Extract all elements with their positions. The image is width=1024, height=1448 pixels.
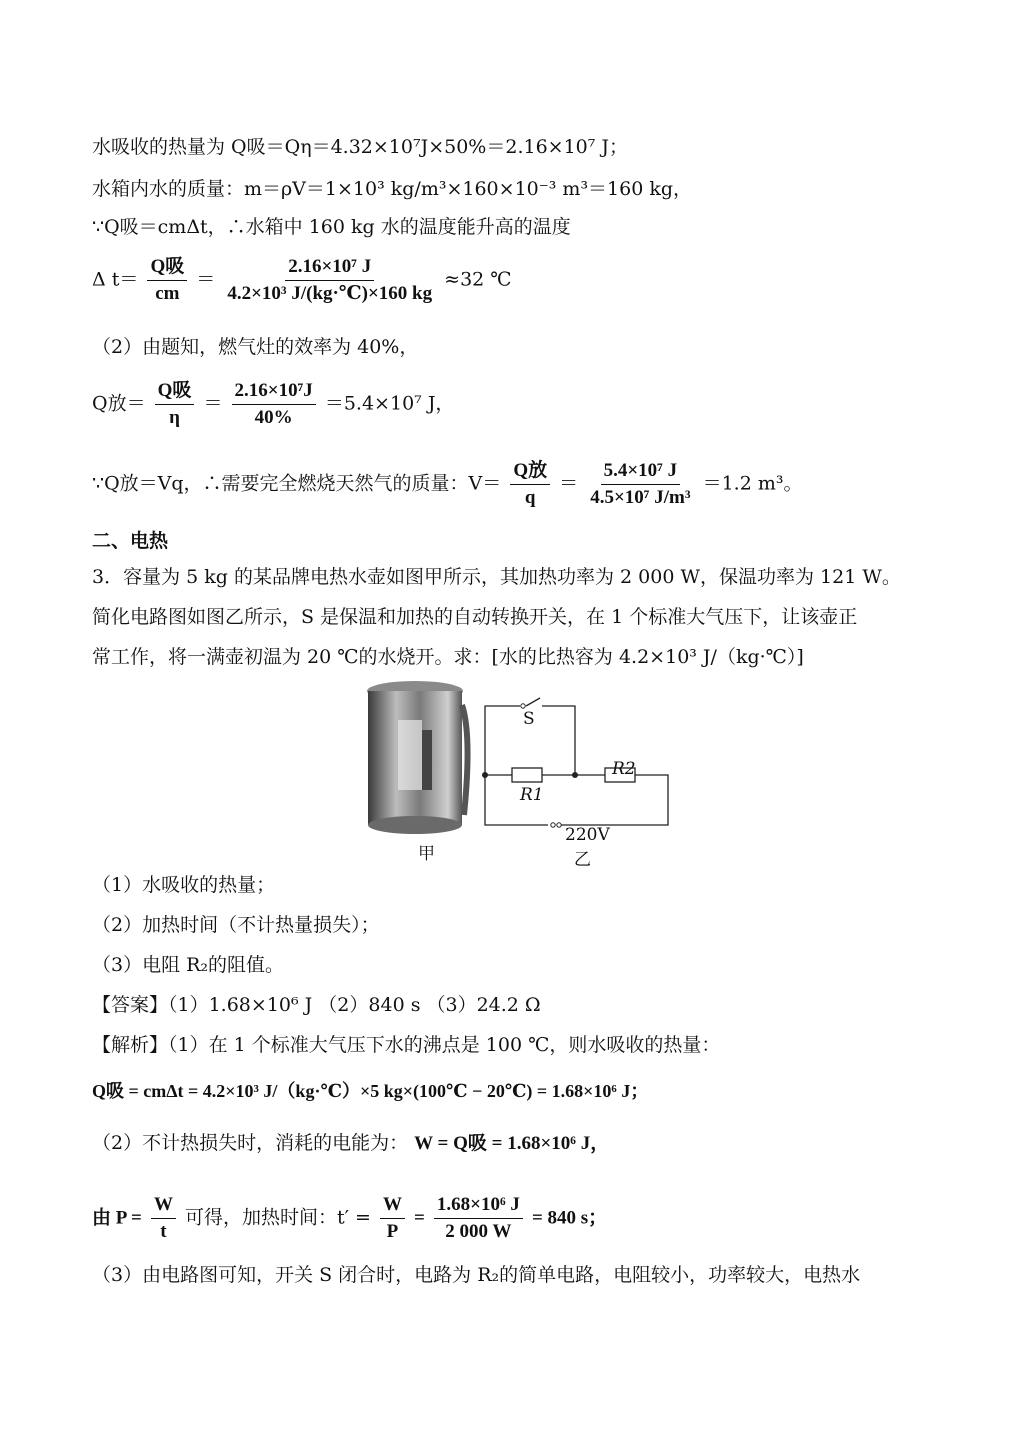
denominator: q (524, 487, 536, 508)
step-3-text: 可得，加热时间：t′ = (184, 1206, 371, 1229)
analysis-line: 【解析】（1）在 1 个标准大气压下水的沸点是 100 ℃，则水吸收的热量： (92, 1034, 721, 1056)
step-3 (92, 1194, 607, 1243)
formula-prefix: 由 P = (92, 1207, 142, 1229)
question-2: （2）加热时间（不计热量损失）； (92, 914, 380, 936)
denominator: 4.2×10³ J/(kg·℃)×160 kg (227, 283, 433, 304)
denominator: P (386, 1221, 399, 1242)
problem-line-1: 3．容量为 5 kg 的某品牌电热水壶如图甲所示，其加热功率为 2 000 W，保温功率为 121 W。 (92, 566, 901, 588)
denominator: 40% (254, 407, 293, 428)
fraction-q-over-cm (147, 256, 187, 305)
r2-label: R2 (612, 759, 636, 779)
denominator: cm (155, 283, 180, 304)
equals: ＝ (203, 392, 223, 415)
fraction-values (587, 460, 693, 509)
voltage-label: 220V (565, 825, 610, 845)
numerator: 1.68×10⁶ J (434, 1194, 523, 1219)
text-line-2: 水箱内水的质量：m＝ρV＝1×10³ kg/m³×160×10⁻³ m³＝160 kg， (92, 178, 693, 200)
numerator: 5.4×10⁷ J (601, 460, 681, 485)
formula-prefix: Q放＝ (92, 392, 146, 415)
fraction-q-over-eta (155, 380, 195, 429)
fraction-values (434, 1194, 523, 1243)
formula-result: ＝5.4×10⁷ J， (324, 392, 455, 415)
problem-line-2: 简化电路图如图乙所示，S 是保温和加热的自动转换开关，在 1 个标准大气压下，让该壶正 (92, 606, 858, 628)
text-line-1: 水吸收的热量为 Q吸＝Qη＝4.32×10⁷J×50%＝2.16×10⁷ J； (92, 136, 629, 158)
formula-result: ＝1.2 m³。 (702, 472, 803, 495)
r1-label: R1 (520, 785, 544, 805)
formula-result: = 840 s； (531, 1207, 608, 1229)
numerator: 2.16×10⁷ J (285, 256, 374, 281)
step-2 (92, 1130, 609, 1157)
section-heading: 二、电热 (92, 530, 169, 552)
formula-q-fang (92, 380, 454, 429)
formula-prefix: ∵Q放＝Vq，∴需要完全燃烧天然气的质量：V＝ (92, 472, 502, 495)
step-4: （3）由电路图可知，开关 S 闭合时，电路为 R₂的简单电路，电阻较小，功率较大，电热水 (92, 1264, 861, 1286)
fraction-values (224, 256, 435, 305)
numerator: W (151, 1194, 176, 1219)
fraction-values (232, 380, 316, 429)
numerator: W (380, 1194, 405, 1219)
numerator: Q吸 (155, 380, 195, 405)
formula-result: ≈32 ℃ (444, 268, 512, 291)
equation-heat: Q吸 = cmΔt = 4.2×10³ J/（kg·℃）×5 kg×(100℃ − 20℃) = 1.68×10⁶ J； (92, 1081, 649, 1101)
numerator: Q吸 (147, 256, 187, 281)
step-2-equation: W = Q吸 = 1.68×10⁶ J， (414, 1133, 610, 1154)
figure-svg (360, 675, 690, 865)
text-line-3: ∵Q吸＝cmΔt，∴水箱中 160 kg 水的温度能升高的温度 (92, 216, 571, 238)
numerator: 2.16×10⁷J (232, 380, 316, 405)
equals: ＝ (559, 472, 579, 495)
denominator: t (160, 1221, 167, 1242)
problem-line-3: 常工作，将一满壶初温为 20 ℃的水烧开。求：[水的比热容为 4.2×10³ J/（kg·℃）] (92, 646, 804, 668)
circuit-diagram (485, 698, 668, 825)
text-line-5: （2）由题知，燃气灶的效率为 40%， (92, 336, 419, 358)
fraction-w-over-p (380, 1194, 405, 1243)
denominator: η (169, 407, 180, 428)
equals: = (414, 1207, 425, 1229)
numerator: Q放 (510, 460, 550, 485)
caption-jia: 甲 (418, 844, 435, 864)
step-2-text: （2）不计热损失时，消耗的电能为： (92, 1132, 409, 1154)
formula-prefix: Δ t＝ (92, 268, 139, 291)
kettle-image (367, 681, 468, 834)
figure-kettle-and-circuit (360, 675, 690, 870)
fraction-q-over-q (510, 460, 550, 509)
question-1: （1）水吸收的热量； (92, 874, 276, 896)
question-3: （3）电阻 R₂的阻值。 (92, 954, 285, 976)
formula-delta-t (92, 256, 512, 305)
fraction-w-over-t (151, 1194, 176, 1243)
equals: ＝ (196, 268, 216, 291)
caption-yi: 乙 (574, 850, 591, 870)
switch-label: S (523, 709, 535, 729)
answer-line: 【答案】（1）1.68×10⁶ J （2）840 s （3）24.2 Ω (92, 994, 541, 1016)
formula-volume (92, 460, 802, 509)
denominator: 2 000 W (445, 1221, 512, 1242)
denominator: 4.5×10⁷ J/m³ (590, 487, 691, 508)
